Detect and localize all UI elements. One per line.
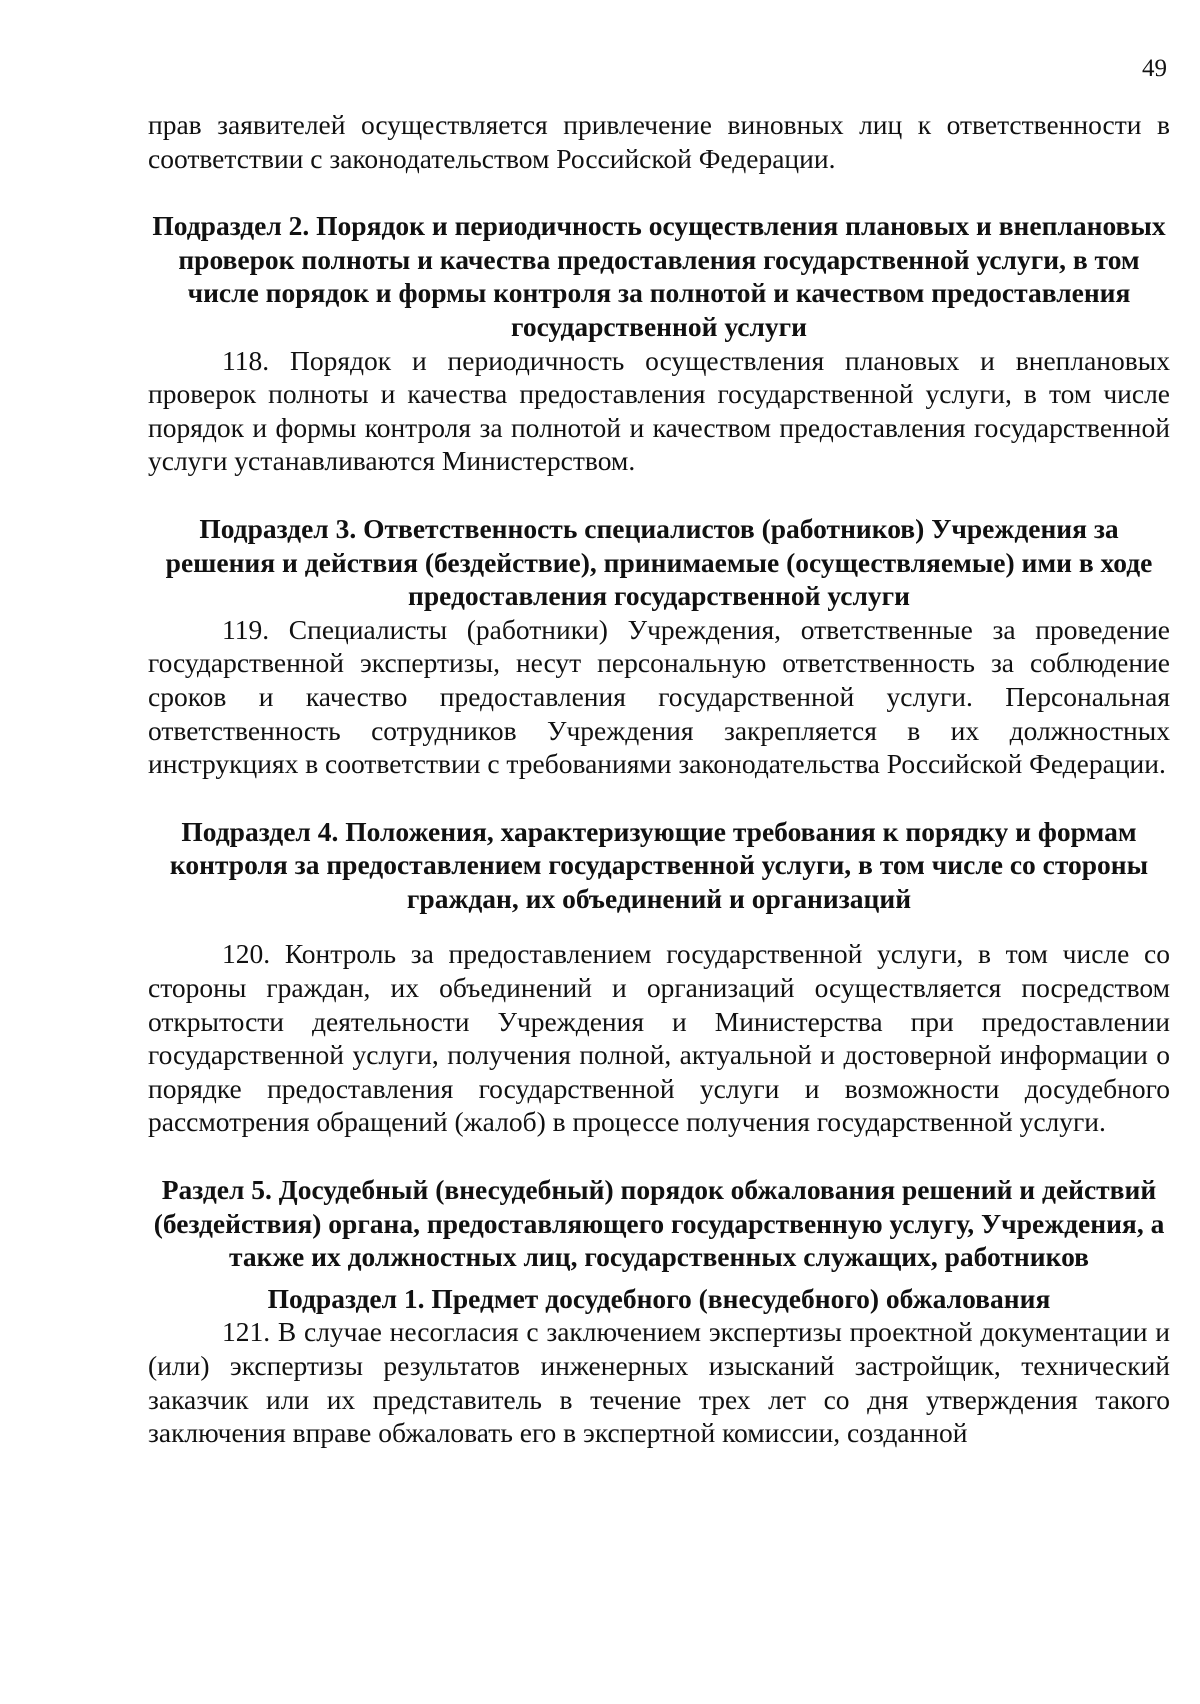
section-5-subsection-1-heading: Подраздел 1. Предмет досудебного (внесудебного) обжалования — [267, 1282, 1051, 1314]
paragraph-119: 119. Специалисты (работники) Учреждения, ответственные за проведение государственной экспертизы, несут персональную ответственность за соблюдение сроков и качество предоставления государственной услуги. Персональная ответственность сотрудников Учреждения закрепляется в их должностных инструкциях в соответствии с требованиями законодательства Российской Федерации. — [148, 613, 1170, 780]
subsection-3-heading: Подраздел 3. Ответственность специалистов (работников) Учреждения за решения и действия (бездействие), принимаемые (осуществляемые) ими в ходе предоставления государственной услуги — [165, 512, 1153, 612]
paragraph-118: 118. Порядок и периодичность осуществления плановых и внеплановых проверок полноты и качества предоставления государственной услуги, в том числе порядок и формы контроля за полнотой и качеством предоставления государственной услуги устанавливаются Министерством. — [148, 344, 1170, 477]
intro-paragraph: прав заявителей осуществляется привлечение виновных лиц к ответственности в соответствии с законодательством Российской Федерации. — [148, 109, 1170, 174]
subsection-2-heading: Подраздел 2. Порядок и периодичность осуществления плановых и внеплановых проверок полноты и качества предоставления государственной услуги, в том числе порядок и формы контроля за полнотой и качеством предоставления государственной услуги — [152, 210, 1166, 342]
document-body — [148, 108, 1170, 1450]
subsection-4-heading: Подраздел 4. Положения, характеризующие требования к порядку и формам контроля за предоставлением государственной услуги, в том числе со стороны граждан, их объединений и организаций — [169, 815, 1149, 914]
page-number: 49 — [1142, 55, 1167, 82]
section-5-heading: Раздел 5. Досудебный (внесудебный) порядок обжалования решений и действий (бездействия) органа, предоставляющего государственную услугу, Учреждения, а также их должностных лиц, государственных служащих, работников — [153, 1174, 1165, 1273]
paragraph-121: 121. В случае несогласия с заключением экспертизы проектной документации и (или) экспертизы результатов инженерных изысканий застройщик, технический заказчик или их представитель в течение трех лет со дня утверждения такого заключения вправе обжаловать его в экспертной комиссии, созданной — [148, 1316, 1170, 1449]
paragraph-120: 120. Контроль за предоставлением государственной услуги, в том числе со стороны граждан, их объединений и организаций осуществляется посредством открытости деятельности Учреждения и Министерства при предоставлении государственной услуги, получения полной, актуальной и достоверной информации о порядке предоставления государственной услуги и возможности досудебного рассмотрения обращений (жалоб) в процессе получения государственной услуги. — [148, 938, 1170, 1138]
